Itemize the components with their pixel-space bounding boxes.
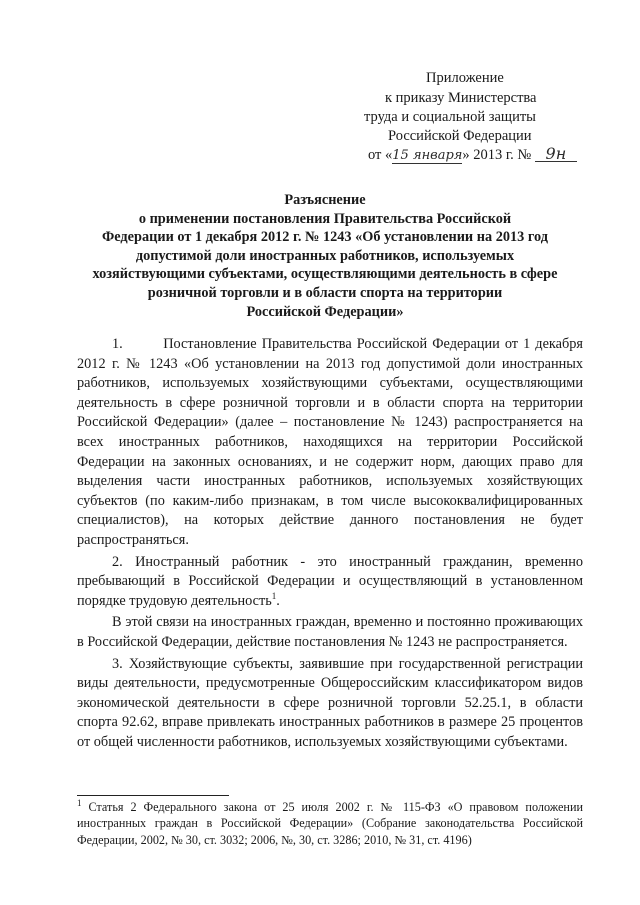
date-middle: » 2013 г. №	[462, 147, 532, 163]
paragraph-4: 3. Хозяйствующие субъекты, заявившие при государственной регистрации виды деятельности, предусмотренные Общероссийским классификатором видов экономической деятельности в сфере розничной торговли 52.25.1, в области спорта 92.62, вправе привлекать иностранных работников в размере 25 процентов от общей численности работников, используемых хозяйствующими субъектами.	[77, 655, 583, 750]
appendix-label: Приложение	[426, 70, 504, 86]
title-line: о применении постановления Правительства Российской	[138, 210, 512, 227]
document-body	[77, 335, 583, 752]
paragraph-2-text: 2. Иностранный работник - это иностранный гражданин, временно пребывающий в Российской Федерации и осуществляющий в установленном порядке трудовую деятельность	[77, 553, 583, 609]
paragraph-1: 1. Постановление Правительства Российской Федерации от 1 декабря 2012 г. № 1243 «Об установлении на 2013 год допустимой доли иностранных работников, используемых хозяйствующими субъектами, осуществляющими деятельность в сфере розничной торговли и в области спорта на территории Российской Федерации» (далее – постановление № 1243) распространяется на всех иностранных работников, находящихся на территории Российской Федерации на законных основаниях, и не содержит норм, дающих право для выделения части иностранных работников, используемых хозяйствующих субъектов (по каким-либо признакам, в том числе высококвалифицированных специалистов), на которых действие данного постановления не будет распространяться.	[77, 336, 583, 548]
appendix-date-line	[368, 146, 577, 164]
appendix-federation-line: Российской Федерации	[388, 128, 532, 144]
appendix-ministry-line: труда и социальной защиты	[364, 109, 536, 125]
title-line: розничной торговли и в области спорта на территории	[147, 284, 503, 301]
title-line: Российской Федерации»	[246, 303, 404, 320]
paragraph-3: В этой связи на иностранных граждан, временно и постоянно проживающих в Российской Федерации, действие постановления № 1243 не распространяется.	[77, 614, 583, 650]
paragraph-2	[77, 553, 583, 612]
title-line: допустимой доли иностранных работников, используемых	[135, 247, 515, 264]
footnote-marker: 1	[77, 797, 82, 808]
date-prefix: от «	[368, 147, 393, 163]
title-line: Федерации от 1 декабря 2012 г. № 1243 «Об установлении на 2013 год	[102, 229, 548, 246]
footnote	[77, 799, 583, 848]
title-line: Разъяснение	[284, 192, 366, 208]
handwritten-order-number: 9н	[535, 146, 577, 162]
footnote-divider	[77, 795, 229, 796]
footnote-reference: 1	[271, 590, 277, 601]
document-title	[60, 191, 590, 321]
footnote-text: Статья 2 Федерального закона от 25 июля 2002 г. № 115-ФЗ «О правовом положении иностранных граждан в Российской Федерации» (Собрание законодательства Российской Федерации, 2002, № 30, ст. 3032; 2006, №, 30, ст. 3286; 2010, № 31, ст. 4196)	[77, 800, 583, 847]
title-line: хозяйствующими субъектами, осуществляющими деятельность в сфере	[92, 266, 558, 283]
appendix-order-line: к приказу Министерства	[385, 90, 537, 106]
paragraph-2-end: .	[276, 592, 280, 609]
handwritten-date: 15 января	[392, 148, 463, 163]
